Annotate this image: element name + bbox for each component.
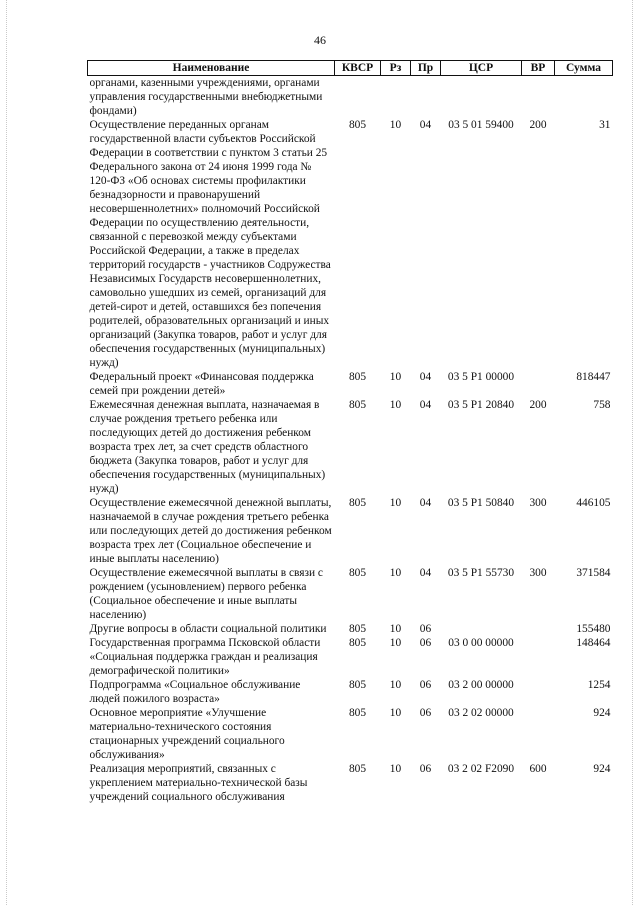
- scan-edge-left: [6, 0, 8, 905]
- budget-table: [87, 60, 613, 804]
- header-pr: Пр: [411, 61, 441, 76]
- row-kvsr: 805: [348, 567, 367, 579]
- row-pr: 06: [419, 623, 432, 635]
- row-pr: 06: [419, 763, 432, 775]
- row-pr: 06: [419, 707, 432, 719]
- header-csr: ЦСР: [441, 61, 522, 76]
- table-header: [88, 61, 613, 76]
- row-kvsr: 805: [348, 497, 367, 509]
- table-row: [88, 678, 613, 706]
- page-number: 46: [314, 33, 326, 47]
- row-sum: 924: [593, 707, 611, 719]
- row-csr: 03 5 P1 50840: [447, 497, 515, 509]
- row-sum: 31: [599, 119, 611, 131]
- row-name: Ежемесячная денежная выплата, назначаемая в случае рождения третьего ребенка или последующих детей до достижения ребенком возраста трех лет, за счет средств областного бюджета (Закупка товаров, работ и услуг для обеспечения государственных (муниципальных) нужд): [89, 399, 326, 495]
- row-kvsr: [335, 76, 381, 119]
- row-kvsr: 805: [348, 637, 367, 649]
- row-vr: [522, 76, 555, 119]
- header-kvsr: КВСР: [335, 61, 381, 76]
- table-row: [88, 118, 613, 370]
- row-csr: 03 2 02 F2090: [447, 763, 515, 775]
- row-rz: 10: [389, 497, 402, 509]
- row-rz: 10: [389, 637, 402, 649]
- row-sum: 446105: [576, 497, 611, 509]
- row-rz: 10: [389, 763, 402, 775]
- row-csr: [441, 622, 522, 636]
- row-name: органами, казенными учреждениями, органами управления государственными внебюджетными фондами): [89, 77, 323, 117]
- table-row: [88, 566, 613, 622]
- row-pr: 04: [419, 119, 432, 131]
- row-vr: [522, 622, 555, 636]
- row-kvsr: 805: [348, 707, 367, 719]
- row-kvsr: 805: [348, 119, 367, 131]
- row-pr: 04: [419, 567, 432, 579]
- row-rz: [381, 76, 411, 119]
- row-sum: [555, 76, 613, 119]
- row-csr: 03 0 00 00000: [448, 637, 514, 649]
- row-pr: 04: [419, 497, 432, 509]
- table-row: [88, 398, 613, 496]
- row-vr: 200: [529, 119, 547, 131]
- row-name: Другие вопросы в области социальной политики: [89, 623, 327, 635]
- table-row: [88, 496, 613, 566]
- row-vr: [522, 678, 555, 706]
- row-sum: 371584: [576, 567, 611, 579]
- row-name: Подпрограмма «Социальное обслуживание людей пожилого возраста»: [89, 679, 301, 705]
- table-row: [88, 762, 613, 804]
- row-pr: 06: [419, 679, 432, 691]
- row-rz: 10: [389, 679, 402, 691]
- row-csr: 03 2 00 00000: [448, 679, 514, 691]
- row-vr: [522, 636, 555, 678]
- row-name: Реализация мероприятий, связанных с укреплением материально-технической базы учреждений социального обслуживания: [89, 763, 308, 803]
- row-rz: 10: [389, 623, 402, 635]
- row-name: Федеральный проект «Финансовая поддержка семей при рождении детей»: [89, 371, 314, 397]
- row-sum: 924: [593, 763, 611, 775]
- row-csr: 03 5 P1 55730: [447, 567, 515, 579]
- row-kvsr: 805: [348, 623, 367, 635]
- row-pr: 04: [419, 399, 432, 411]
- header-rz: Рз: [381, 61, 411, 76]
- table-row: [88, 622, 613, 636]
- row-rz: 10: [389, 371, 402, 383]
- row-name: Осуществление ежемесячной выплаты в связи с рождением (усыновлением) первого ребенка (Социальное обеспечение и иные выплаты населению): [89, 567, 323, 621]
- row-csr: 03 5 P1 00000: [447, 371, 515, 383]
- table-row: [88, 636, 613, 678]
- table-row: [88, 76, 613, 119]
- row-name: Государственная программа Псковской области «Социальная поддержка граждан и реализация демографической политики»: [89, 637, 321, 677]
- table-row: [88, 370, 613, 398]
- table-row: [88, 706, 613, 762]
- row-kvsr: 805: [348, 679, 367, 691]
- row-vr: 300: [529, 497, 547, 509]
- header-vr: ВР: [522, 61, 555, 76]
- row-rz: 10: [389, 567, 402, 579]
- row-rz: 10: [389, 399, 402, 411]
- row-vr: 300: [529, 567, 547, 579]
- row-csr: [441, 76, 522, 119]
- row-vr: [522, 706, 555, 762]
- row-pr: 06: [419, 637, 432, 649]
- row-sum: 758: [593, 399, 611, 411]
- row-kvsr: 805: [348, 371, 367, 383]
- row-sum: 818447: [576, 371, 611, 383]
- row-kvsr: 805: [348, 763, 367, 775]
- row-name: Осуществление переданных органам государственной власти субъектов Российской Федерации в соответствии с пунктом 3 статьи 25 Федерального закона от 24 июня 1999 года № 120-ФЗ «Об основах системы профилактики безнадзорности и правонарушений несовершеннолетних» полномочий Российской Федерации по осуществлению деятельности, связанной с перевозкой между субъектами Российской Федерации, а также в пределах территорий государств - участников Содружества Независимых Государств несовершеннолетних, самовольно ушедших из семей, организаций для детей-сирот и детей, оставшихся без попечения родителей, образовательных организаций и иных организаций (Закупка товаров, работ и услуг для обеспечения государственных (муниципальных) нужд): [89, 119, 331, 369]
- row-kvsr: 805: [348, 399, 367, 411]
- scan-edge-right: [632, 0, 634, 905]
- row-csr: 03 5 P1 20840: [447, 399, 515, 411]
- row-sum: 148464: [576, 637, 611, 649]
- row-rz: 10: [389, 707, 402, 719]
- row-pr: [411, 76, 441, 119]
- row-rz: 10: [389, 119, 402, 131]
- row-csr: 03 2 02 00000: [448, 707, 514, 719]
- table-body: [88, 76, 613, 805]
- row-vr: 600: [529, 763, 547, 775]
- row-name: Основное мероприятие «Улучшение материально-технического состояния стационарных учреждений социального обслуживания»: [89, 707, 285, 761]
- row-sum: 1254: [587, 679, 611, 691]
- row-vr: 200: [529, 399, 547, 411]
- row-name: Осуществление ежемесячной денежной выплаты, назначаемой в случае рождения третьего ребенка или последующих детей до достижения ребенком возраста трех лет (Социальное обеспечение и иные выплаты населению): [89, 497, 332, 565]
- row-csr: 03 5 01 59400: [448, 119, 514, 131]
- row-pr: 04: [419, 371, 432, 383]
- header-sum: Сумма: [555, 61, 613, 76]
- row-vr: [522, 370, 555, 398]
- header-name: Наименование: [88, 61, 335, 76]
- row-sum: 155480: [576, 623, 611, 635]
